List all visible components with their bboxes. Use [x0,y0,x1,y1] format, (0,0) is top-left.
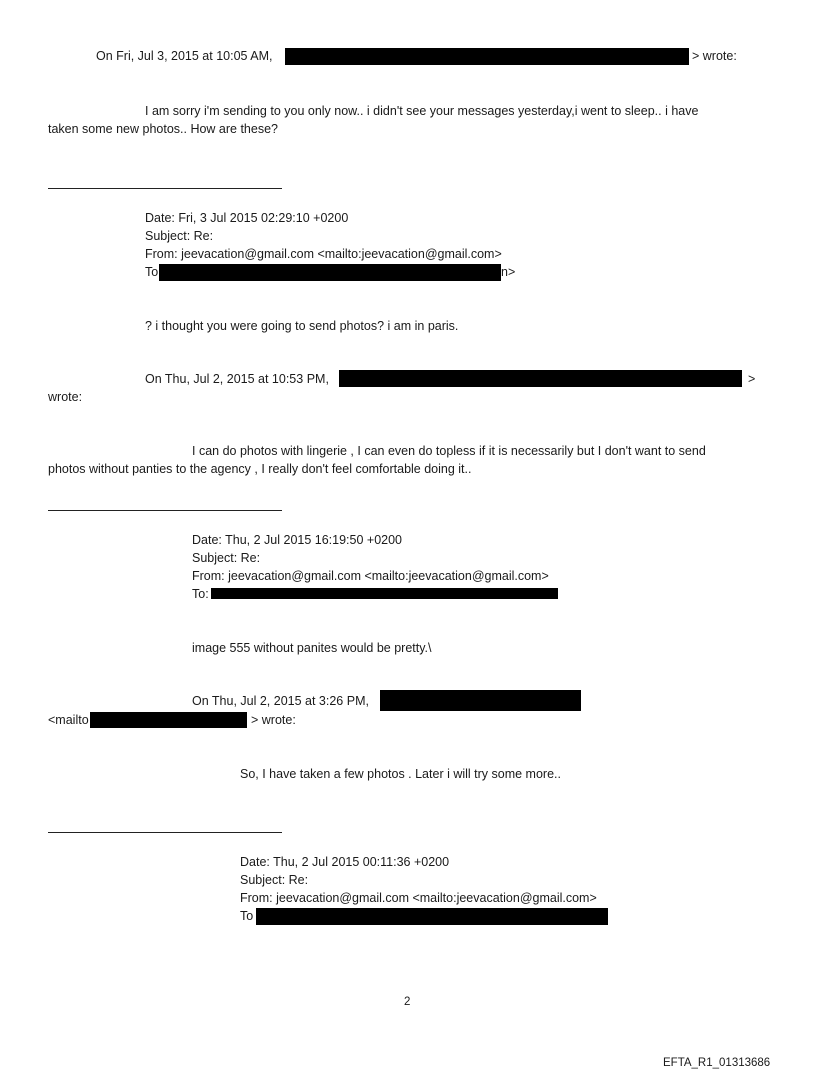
message-body-line: image 555 without panites would be pretty.\ [192,641,432,655]
header-to-suffix: n> [501,265,516,279]
reply-header-date: On Thu, Jul 2, 2015 at 3:26 PM, [192,694,369,708]
header-date: Date: Thu, 2 Jul 2015 00:11:36 +0200 [240,855,450,869]
message-body-line: photos without panties to the agency , I really don't feel comfortable doing it.. [48,462,472,476]
reply-header-wrote: > wrote: [251,713,296,727]
message-body-line: I am sorry i'm sending to you only now.. i didn't see your messages yesterday,i went to sleep.. i have [145,104,699,118]
message-body-line: I can do photos with lingerie , I can even do topless if it is necessarily but I don't want to send [192,444,706,458]
separator-rule [48,510,282,511]
header-to-label: To [240,909,254,923]
document-id: EFTA_R1_01313686 [663,1057,771,1069]
reply-header-bracket: > [748,372,756,386]
message-body-line: taken some new photos.. How are these? [48,122,278,136]
message-body-line: ? i thought you were going to send photos? i am in paris. [145,319,459,333]
separator-rule [48,832,282,833]
redaction-bar [285,48,689,65]
header-date: Date: Fri, 3 Jul 2015 02:29:10 +0200 [145,211,349,225]
header-from: From: jeevacation@gmail.com <mailto:jeevacation@gmail.com> [192,569,549,583]
reply-header-line [96,48,272,65]
reply-header-date: On Thu, Jul 2, 2015 at 10:53 PM, [145,372,329,386]
header-to-label: To [145,265,159,279]
reply-header-mailto: <mailto [48,713,89,727]
header-subject: Subject: Re: [145,229,214,243]
redaction-bar [339,370,742,387]
header-to-label: To: [192,587,209,601]
message-body-line: So, I have taken a few photos . Later i will try some more.. [240,767,561,781]
redaction-bar [211,588,558,599]
redaction-bar [256,908,608,925]
reply-header-wrote: > wrote: [692,49,737,63]
separator-rule [48,188,282,189]
page-number: 2 [404,996,411,1008]
redaction-bar [380,690,581,711]
redaction-bar [90,712,247,728]
reply-header-date: On Fri, Jul 3, 2015 at 10:05 AM, [96,49,273,63]
header-subject: Subject: Re: [240,873,309,887]
header-from: From: jeevacation@gmail.com <mailto:jeevacation@gmail.com> [240,891,597,905]
header-subject: Subject: Re: [192,551,261,565]
header-date: Date: Thu, 2 Jul 2015 16:19:50 +0200 [192,533,403,547]
header-from: From: jeevacation@gmail.com <mailto:jeevacation@gmail.com> [145,247,502,261]
reply-header-wrote: wrote: [48,390,83,404]
redaction-bar [159,264,501,281]
